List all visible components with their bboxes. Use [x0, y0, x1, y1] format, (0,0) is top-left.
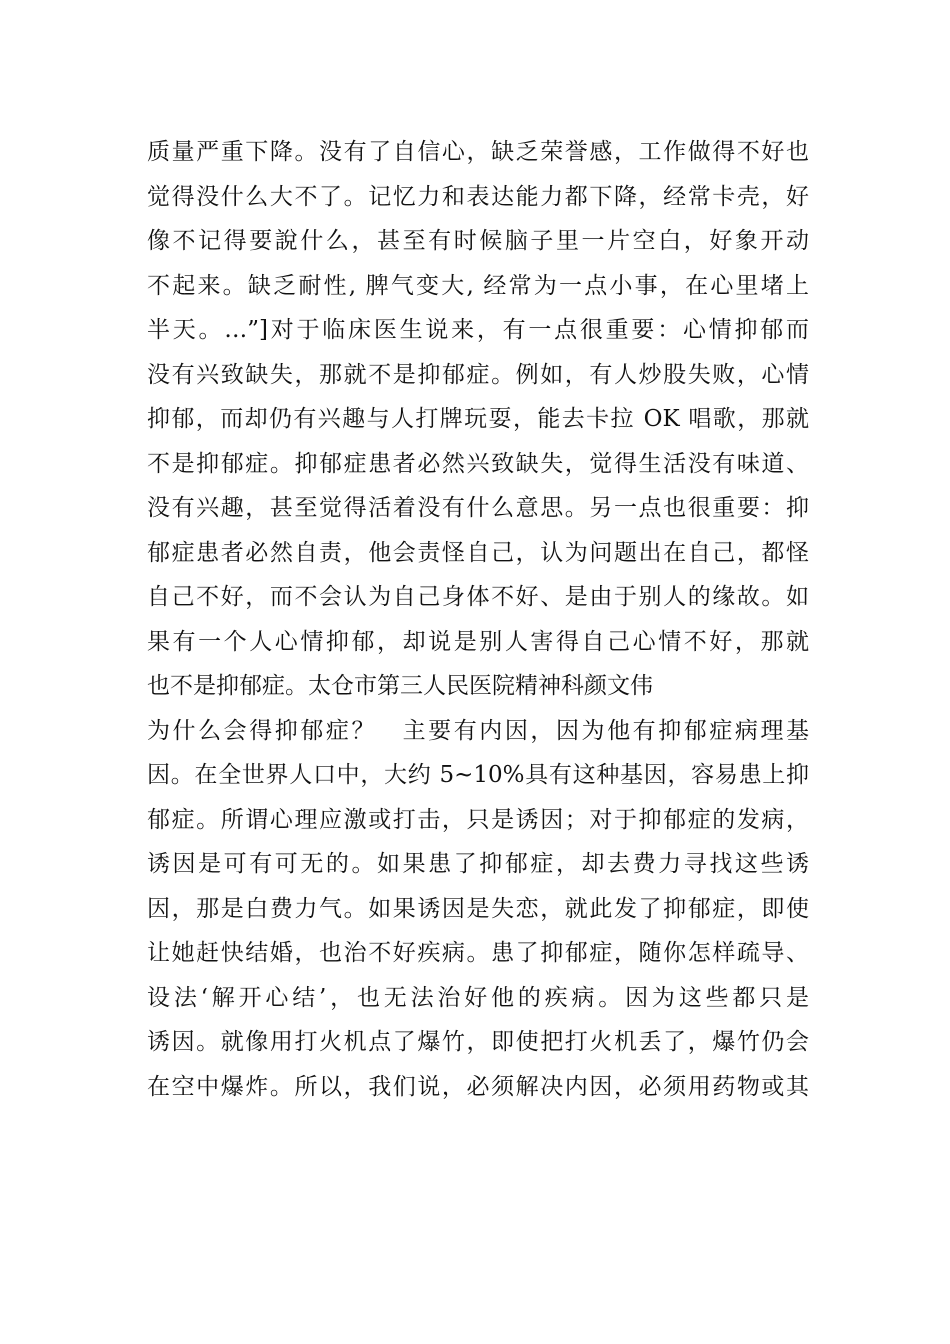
text-line: 觉得没什么大不了。记忆力和表达能力都下降，经常卡壳，好 — [147, 183, 809, 210]
text-line: 在空中爆炸。所以，我们说，必须解决内因，必须用药物或其 — [147, 1073, 809, 1100]
text-line: 因。在全世界人口中，大约 5~10%具有这种基因，容易患上抑 — [147, 762, 809, 788]
text-line: 没有兴致缺失，那就不是抑郁症。例如，有人炒股失败，心情 — [147, 361, 809, 388]
text-line: 诱因。就像用打火机点了爆竹，即使把打火机丢了，爆竹仍会 — [147, 1029, 809, 1055]
body-text — [147, 130, 809, 1109]
text-line: 也不是抑郁症。太仓市第三人民医院精神科颜文伟 — [147, 673, 653, 699]
text-line: 设法‘解开心结’，也无法治好他的疾病。因为这些都只是 — [147, 984, 809, 1011]
text-line: 不是抑郁症。抑郁症患者必然兴致缺失，觉得生活没有味道、 — [147, 450, 809, 477]
text-line: 果有一个人心情抑郁，却说是别人害得自己心情不好，那就 — [147, 628, 809, 655]
text-line: 自己不好，而不会认为自己身体不好、是由于别人的缘故。如 — [147, 584, 809, 610]
text-line: 为什么会得抑郁症？ 主要有内因，因为他有抑郁症病理基 — [147, 717, 809, 744]
text-line: 郁症。所谓心理应激或打击，只是诱因；对于抑郁症的发病， — [147, 806, 809, 833]
text-line: 质量严重下降。没有了自信心，缺乏荣誉感，工作做得不好也 — [147, 139, 809, 165]
text-line: 不起来。缺乏耐性, 脾气变大, 经常为一点小事，在心里堵上 — [147, 272, 809, 299]
text-line: 郁症患者必然自责，他会责怪自己，认为问题出在自己，都怪 — [147, 539, 809, 566]
text-line: 抑郁，而却仍有兴趣与人打牌玩耍，能去卡拉 OK 唱歌，那就 — [147, 406, 809, 432]
text-line: 像不记得要說什么，甚至有时候脑子里一片空白，好象开动 — [147, 228, 809, 254]
text-line: 诱因是可有可无的。如果患了抑郁症，却去费力寻找这些诱 — [147, 851, 809, 877]
text-line: 半天。…”]对于临床医生说来，有一点很重要：心情抑郁而 — [147, 317, 809, 343]
text-line: 没有兴趣，甚至觉得活着没有什么意思。另一点也很重要：抑 — [147, 495, 809, 521]
text-line: 因，那是白费力气。如果诱因是失恋，就此发了抑郁症，即使 — [147, 895, 809, 922]
text-line: 让她赶快结婚，也治不好疾病。患了抑郁症，随你怎样疏导、 — [147, 940, 809, 966]
